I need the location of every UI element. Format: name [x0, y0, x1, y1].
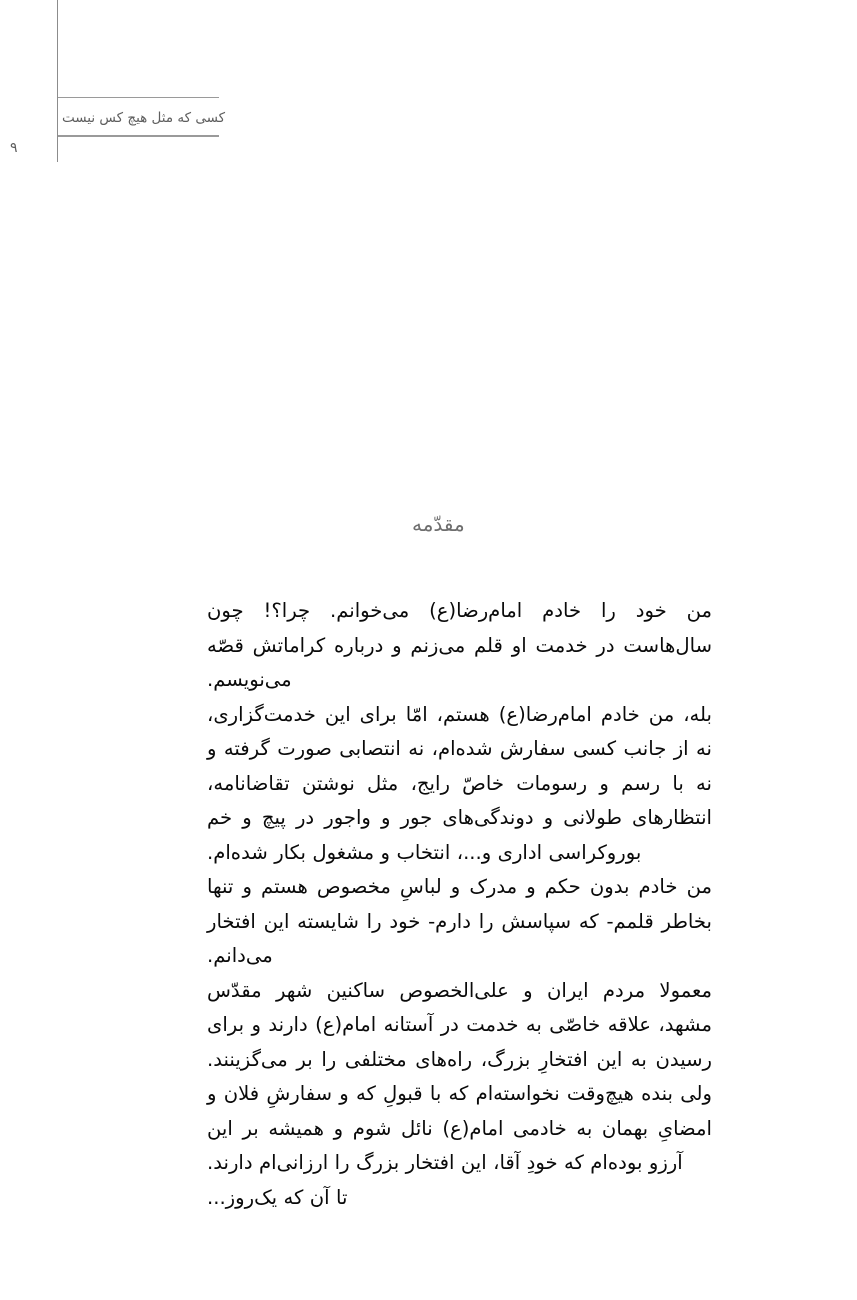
body-paragraph: معمولا مردم ایران و علی‌الخصوص ساکنین شهر مقدّس مشهد، علاقه خاصّی به خدمت در آستانه امام(ع) دارند و برای رسیدن به این افتخارِ بزرگ، راه‌های مختلفی را بر می‌گزینند. ولی بنده هیچ‌وقت نخواسته‌ام که با قبولِ که و سفارشِ فلان و امضایِ بهمان به خادمی امام(ع) نائل شوم و همیشه بر این آرزو بوده‌ام که خودِ آقا، این افتخار بزرگ را ارزانی‌ام دارند. — [207, 978, 712, 1174]
body-paragraph: تا آن که یک‌روز... — [207, 1185, 348, 1209]
header-rule-top — [58, 97, 219, 98]
running-head-text: کسی که مثل هیچ کس نیست — [62, 109, 226, 126]
body-text-column — [207, 594, 712, 1215]
running-head-block — [57, 0, 226, 162]
header-rule-bottom — [58, 135, 219, 137]
header-vertical-rule — [57, 0, 58, 162]
body-paragraph: من خود را خادم امام‌رضا(ع) می‌خوانم. چرا؟! چون سال‌هاست در خدمت او قلم می‌زنم و درباره کراماتش قصّه می‌نویسم. — [207, 599, 712, 691]
body-paragraph: من خادم بدون حکم و مدرک و لباسِ مخصوص هستم و تنها بخاطر قلمم- که سپاسش را دارم- خود را شایسته این افتخار می‌دانم. — [207, 875, 712, 967]
body-paragraph: بله، من خادم امام‌رضا(ع) هستم، امّا برای این خدمت‌گزاری، نه از جانب کسی سفارش شده‌ام، نه انتصابی صورت گرفته و نه با رسم و رسومات خاصّ رایج، مثل نوشتن تقاضانامه، انتظارهای طولانی و دوندگی‌های جور و واجور در پیچ و خم بوروکراسی اداری و...، انتخاب و مشغول بکار شده‌ام. — [207, 702, 712, 864]
chapter-title: مقدّمه — [412, 512, 465, 536]
page-number: ۹ — [10, 140, 18, 156]
